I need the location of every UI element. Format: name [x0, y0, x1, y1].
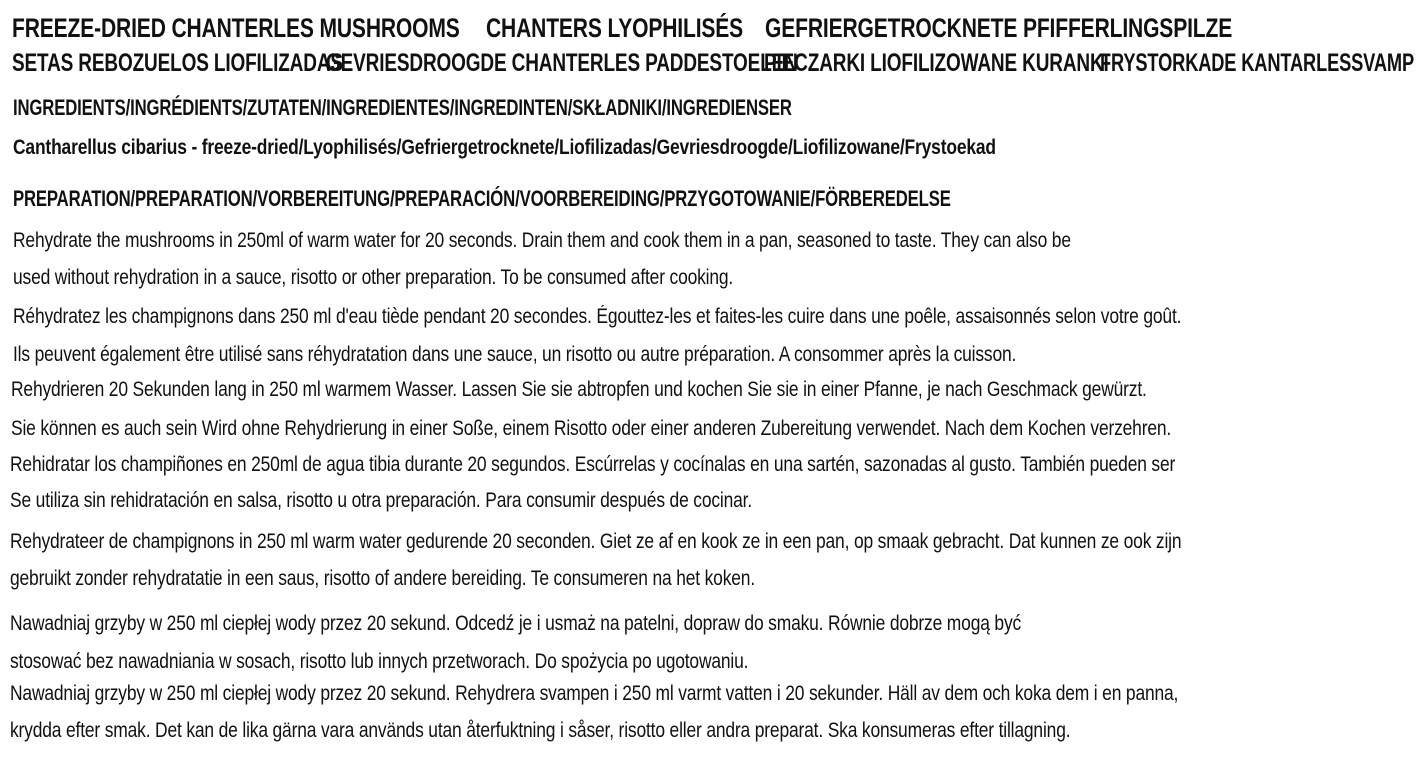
title-french: CHANTERS LYOPHILISÉS — [486, 13, 744, 43]
preparation-heading: PREPARATION/PREPARATION/VORBEREITUNG/PREPARACIÓN/VOORBEREIDING/PRZYGOTOWANIE/FÖRBEREDELSE — [13, 186, 951, 211]
title-dutch: GEVRIESDROOGDE CHANTERLES PADDESTOELEN — [326, 49, 798, 77]
ingredients-heading: INGREDIENTS/INGRÉDIENTS/ZUTATEN/INGREDIENTES/INGREDINTEN/SKŁADNIKI/INGREDIENSER — [13, 95, 792, 120]
title-polish: PIECZARKI LIOFILIZOWANE KURANKI — [764, 49, 1109, 77]
preparation-line: Sie können es auch sein Wird ohne Rehydrierung in einer Soße, einem Risotto oder einer anderen Zubereitung verwendet. Nach dem Kochen verzehren. — [11, 417, 1172, 440]
preparation-line: Rehidratar los champiñones en 250ml de agua tibia durante 20 segundos. Escúrrelas y cocínalas en una sartén, sazonadas al gusto. También pueden ser — [10, 453, 1176, 476]
preparation-line: Se utiliza sin rehidratación en salsa, risotto u otra preparación. Para consumir después de cocinar. — [10, 489, 753, 512]
preparation-line: Rehydrieren 20 Sekunden lang in 250 ml warmem Wasser. Lassen Sie sie abtropfen und kochen Sie sie in einer Pfanne, je nach Geschmack gewürzt. — [11, 378, 1147, 401]
preparation-line: Nawadniaj grzyby w 250 ml ciepłej wody przez 20 sekund. Odcedź je i usmaż na patelni, dopraw do smaku. Równie dobrze mogą być — [10, 612, 1022, 635]
preparation-line: Rehydrate the mushrooms in 250ml of warm water for 20 seconds. Drain them and cook them in a pan, seasoned to taste. They can also be — [13, 229, 1071, 252]
preparation-line: gebruikt zonder rehydratatie in een saus, risotto of andere bereiding. Te consumeren na het koken. — [10, 567, 756, 590]
title-swedish: FRYSTORKADE KANTARLESSVAMP — [1100, 49, 1414, 77]
ingredients-text: Cantharellus cibarius - freeze-dried/Lyophilisés/Gefriergetrocknete/Liofilizadas/Gevriesdroogde/Liofilizowane/Frystoekad — [13, 136, 996, 159]
preparation-line: Ils peuvent également être utilisé sans réhydratation dans une sauce, un risotto ou autre préparation. A consommer après la cuisson. — [13, 343, 1017, 366]
title-german: GEFRIERGETROCKNETE PFIFFERLINGSPILZE — [765, 13, 1233, 43]
preparation-line: krydda efter smak. Det kan de lika gärna vara används utan återfuktning i såser, risotto eller andra preparat. Ska konsumeras efter tillagning. — [10, 719, 1071, 742]
preparation-line: used without rehydration in a sauce, risotto or other preparation. To be consumed after cooking. — [13, 266, 734, 289]
title-spanish: SETAS REBOZUELOS LIOFILIZADAS — [12, 49, 343, 77]
preparation-line: Rehydrateer de champignons in 250 ml warm water gedurende 20 seconden. Giet ze af en kook ze in een pan, op smaak gebracht. Dat kunnen ze ook zijn — [10, 530, 1182, 553]
preparation-line: Nawadniaj grzyby w 250 ml ciepłej wody przez 20 sekund. Rehydrera svampen i 250 ml varmt vatten i 20 sekunder. Häll av dem och koka dem i en panna, — [10, 682, 1179, 705]
preparation-line: Réhydratez les champignons dans 250 ml d'eau tiède pendant 20 secondes. Égouttez-les et faites-les cuire dans une poêle, assaisonnés selon votre goût. — [13, 305, 1182, 328]
preparation-line: stosować bez nawadniania w sosach, risotto lub innych przetworach. Do spożycia po ugotowaniu. — [10, 650, 749, 673]
title-english: FREEZE-DRIED CHANTERLES MUSHROOMS — [12, 13, 460, 43]
